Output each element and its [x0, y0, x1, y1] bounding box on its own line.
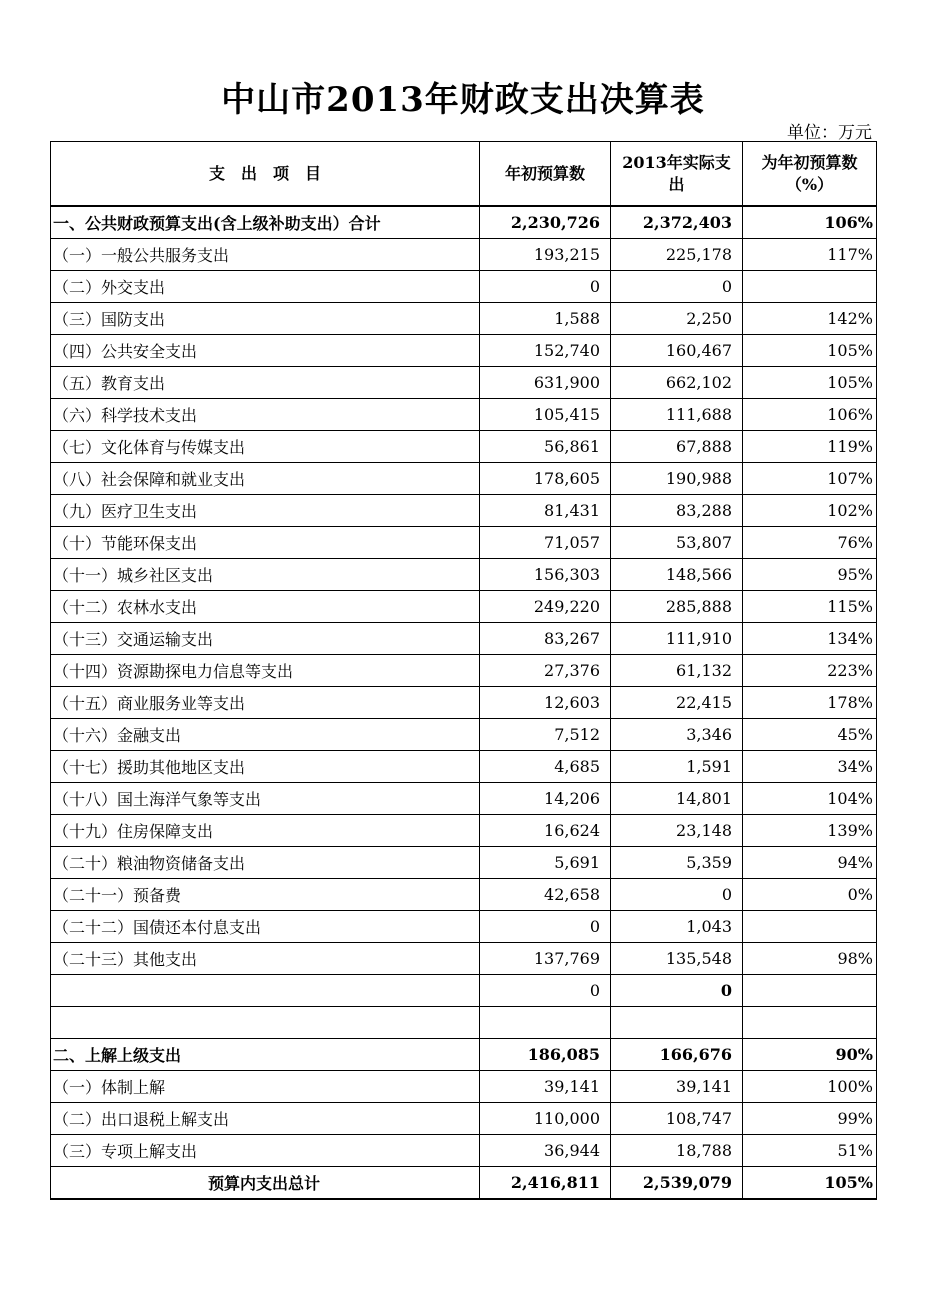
table-row: [51, 206, 877, 239]
row-budget: 2,416,811: [480, 1167, 611, 1200]
row-actual: 111,910: [611, 623, 743, 655]
row-actual: 83,288: [611, 495, 743, 527]
row-actual: 225,178: [611, 239, 743, 271]
row-budget: 56,861: [480, 431, 611, 463]
row-name: （二十）粮油物资储备支出: [51, 847, 480, 879]
row-actual: 53,807: [611, 527, 743, 559]
row-budget: 156,303: [480, 559, 611, 591]
table-row: [51, 239, 877, 271]
row-actual: 0: [611, 975, 743, 1007]
row-name: （一）体制上解: [51, 1071, 480, 1103]
row-ratio: 115%: [743, 591, 877, 623]
row-name: 一、公共财政预算支出(含上级补助支出）合计: [51, 206, 480, 239]
row-ratio: 95%: [743, 559, 877, 591]
row-name: （二十三）其他支出: [51, 943, 480, 975]
row-budget: 4,685: [480, 751, 611, 783]
table-row: [51, 879, 877, 911]
row-actual: 18,788: [611, 1135, 743, 1167]
row-budget: 14,206: [480, 783, 611, 815]
table-row: [51, 495, 877, 527]
row-budget: 81,431: [480, 495, 611, 527]
row-actual: 3,346: [611, 719, 743, 751]
row-name: （十一）城乡社区支出: [51, 559, 480, 591]
row-actual: 108,747: [611, 1103, 743, 1135]
row-budget: 83,267: [480, 623, 611, 655]
header-budget: 年初预算数: [480, 142, 611, 207]
row-budget: 12,603: [480, 687, 611, 719]
table-row: [51, 847, 877, 879]
row-name: （十六）金融支出: [51, 719, 480, 751]
row-name: （八）社会保障和就业支出: [51, 463, 480, 495]
row-ratio: 94%: [743, 847, 877, 879]
row-name: （十五）商业服务业等支出: [51, 687, 480, 719]
row-ratio: 178%: [743, 687, 877, 719]
row-budget: 178,605: [480, 463, 611, 495]
row-name: （十八）国土海洋气象等支出: [51, 783, 480, 815]
row-actual: 111,688: [611, 399, 743, 431]
row-actual: 2,372,403: [611, 206, 743, 239]
row-budget: 5,691: [480, 847, 611, 879]
unit-label: 单位：万元: [787, 123, 872, 143]
row-actual: 0: [611, 879, 743, 911]
row-ratio: [743, 975, 877, 1007]
row-ratio: 134%: [743, 623, 877, 655]
row-ratio: 142%: [743, 303, 877, 335]
row-ratio: [743, 271, 877, 303]
row-budget: 36,944: [480, 1135, 611, 1167]
table-row: [51, 1039, 877, 1071]
row-actual: 1,591: [611, 751, 743, 783]
table-row: [51, 815, 877, 847]
table-row: [51, 399, 877, 431]
table-row: [51, 463, 877, 495]
row-budget: 1,588: [480, 303, 611, 335]
row-ratio: 90%: [743, 1039, 877, 1071]
row-actual: 23,148: [611, 815, 743, 847]
row-actual: 160,467: [611, 335, 743, 367]
row-name: （五）教育支出: [51, 367, 480, 399]
row-ratio: 117%: [743, 239, 877, 271]
table-header-row: [51, 142, 877, 207]
table-row: [51, 335, 877, 367]
page-title: 中山市2013年财政支出决算表: [221, 80, 705, 120]
row-ratio: 0%: [743, 879, 877, 911]
row-budget: 27,376: [480, 655, 611, 687]
row-name: （十三）交通运输支出: [51, 623, 480, 655]
row-budget: 105,415: [480, 399, 611, 431]
row-actual: 1,043: [611, 911, 743, 943]
row-name: （三）专项上解支出: [51, 1135, 480, 1167]
row-ratio: 223%: [743, 655, 877, 687]
row-ratio: 34%: [743, 751, 877, 783]
row-ratio: 100%: [743, 1071, 877, 1103]
row-budget: 2,230,726: [480, 206, 611, 239]
row-actual: 22,415: [611, 687, 743, 719]
row-actual: 14,801: [611, 783, 743, 815]
row-actual: 662,102: [611, 367, 743, 399]
row-ratio: 107%: [743, 463, 877, 495]
row-name: （二）外交支出: [51, 271, 480, 303]
table-row: [51, 271, 877, 303]
row-ratio: [743, 1007, 877, 1039]
row-budget: 39,141: [480, 1071, 611, 1103]
expenditure-table: [50, 141, 877, 1200]
table-row: [51, 1071, 877, 1103]
table-row: [51, 527, 877, 559]
row-name: （二十二）国债还本付息支出: [51, 911, 480, 943]
row-actual: 2,539,079: [611, 1167, 743, 1200]
row-ratio: 102%: [743, 495, 877, 527]
row-name: [51, 1007, 480, 1039]
row-actual: 0: [611, 271, 743, 303]
row-ratio: 45%: [743, 719, 877, 751]
table-row: [51, 1135, 877, 1167]
table-row: [51, 1007, 877, 1039]
row-ratio: 76%: [743, 527, 877, 559]
row-name: （七）文化体育与传媒支出: [51, 431, 480, 463]
row-actual: 61,132: [611, 655, 743, 687]
row-ratio: 106%: [743, 399, 877, 431]
header-ratio: 为年初预算数（%）: [743, 142, 877, 207]
row-ratio: 99%: [743, 1103, 877, 1135]
table-row: [51, 559, 877, 591]
table-row: [51, 431, 877, 463]
row-ratio: 105%: [743, 335, 877, 367]
row-ratio: 106%: [743, 206, 877, 239]
row-name: （十九）住房保障支出: [51, 815, 480, 847]
row-actual: 190,988: [611, 463, 743, 495]
row-name: （九）医疗卫生支出: [51, 495, 480, 527]
row-name: （六）科学技术支出: [51, 399, 480, 431]
row-actual: 39,141: [611, 1071, 743, 1103]
row-actual: 67,888: [611, 431, 743, 463]
row-ratio: 105%: [743, 367, 877, 399]
row-name: （三）国防支出: [51, 303, 480, 335]
row-budget: 631,900: [480, 367, 611, 399]
row-ratio: [743, 911, 877, 943]
row-budget: 0: [480, 975, 611, 1007]
row-ratio: 105%: [743, 1167, 877, 1200]
row-budget: 186,085: [480, 1039, 611, 1071]
row-name: （十）节能环保支出: [51, 527, 480, 559]
row-budget: 0: [480, 271, 611, 303]
table-row: [51, 911, 877, 943]
table-row: [51, 751, 877, 783]
row-budget: 110,000: [480, 1103, 611, 1135]
table-row: [51, 1103, 877, 1135]
row-budget: 152,740: [480, 335, 611, 367]
row-budget: 7,512: [480, 719, 611, 751]
table-row: [51, 367, 877, 399]
table-row: [51, 719, 877, 751]
table-row: [51, 1167, 877, 1200]
row-name: 二、上解上级支出: [51, 1039, 480, 1071]
row-ratio: 119%: [743, 431, 877, 463]
row-name: [51, 975, 480, 1007]
row-budget: 42,658: [480, 879, 611, 911]
row-ratio: 104%: [743, 783, 877, 815]
header-actual: 2013年实际支出: [611, 142, 743, 207]
row-actual: 285,888: [611, 591, 743, 623]
table-row: [51, 943, 877, 975]
row-ratio: 51%: [743, 1135, 877, 1167]
row-name: （二）出口退税上解支出: [51, 1103, 480, 1135]
table-row: [51, 303, 877, 335]
table-row: [51, 687, 877, 719]
row-actual: 166,676: [611, 1039, 743, 1071]
row-budget: [480, 1007, 611, 1039]
row-name: （四）公共安全支出: [51, 335, 480, 367]
row-budget: 137,769: [480, 943, 611, 975]
table-row: [51, 783, 877, 815]
row-name: （十四）资源勘探电力信息等支出: [51, 655, 480, 687]
row-budget: 193,215: [480, 239, 611, 271]
row-name: （十七）援助其他地区支出: [51, 751, 480, 783]
row-name: （二十一）预备费: [51, 879, 480, 911]
row-actual: 2,250: [611, 303, 743, 335]
row-actual: [611, 1007, 743, 1039]
row-name: 预算内支出总计: [51, 1167, 480, 1200]
row-actual: 135,548: [611, 943, 743, 975]
table-row: [51, 975, 877, 1007]
row-ratio: 139%: [743, 815, 877, 847]
row-name: （十二）农林水支出: [51, 591, 480, 623]
table-row: [51, 623, 877, 655]
row-budget: 71,057: [480, 527, 611, 559]
row-budget: 16,624: [480, 815, 611, 847]
row-actual: 5,359: [611, 847, 743, 879]
row-budget: 249,220: [480, 591, 611, 623]
header-item: 支 出 项 目: [51, 142, 480, 207]
table-row: [51, 655, 877, 687]
row-actual: 148,566: [611, 559, 743, 591]
row-budget: 0: [480, 911, 611, 943]
row-ratio: 98%: [743, 943, 877, 975]
row-name: （一）一般公共服务支出: [51, 239, 480, 271]
table-row: [51, 591, 877, 623]
